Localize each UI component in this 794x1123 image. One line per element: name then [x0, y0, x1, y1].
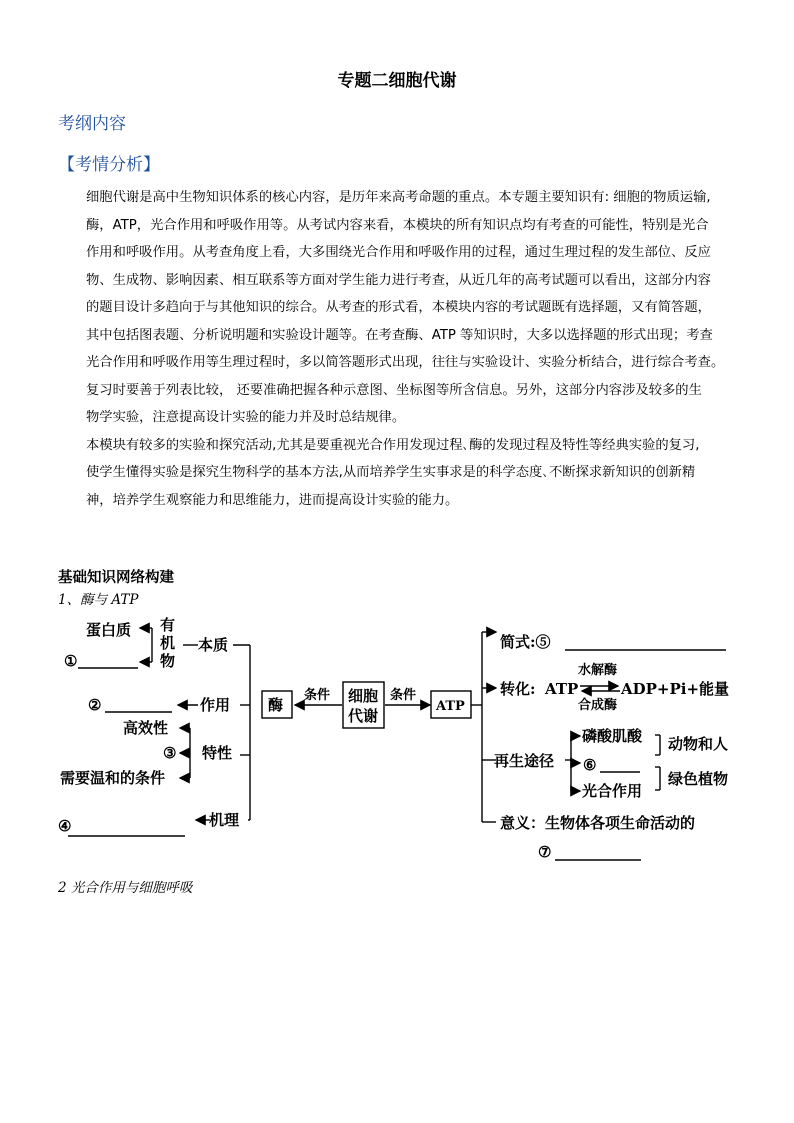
label-animals-humans: 动物和人: [668, 735, 729, 753]
label-mechanism: 机理: [209, 811, 240, 829]
label-function: 作用: [200, 696, 231, 714]
label-protein: 蛋白质: [86, 621, 132, 639]
paragraph-line: 的题目设计多趋向于与其他知识的综合。从考查的形式看，本模块内容的考试题既有选择题，又有简答题，: [86, 300, 711, 315]
enzyme-atp-diagram: [0, 610, 794, 870]
label-phosphocreatine: 磷酸肌酸: [582, 727, 643, 745]
blank-2: ②: [88, 696, 102, 714]
label-conversion: 转化:: [500, 680, 536, 698]
label-green-plants: 绿色植物: [668, 770, 729, 788]
paragraph-line: 神，培养学生观察能力和思维能力，进而提高设计实验的能力。: [86, 492, 459, 508]
label-properties: 特性: [202, 744, 233, 762]
blank-4: ④: [58, 817, 72, 835]
label-significance: 意义：生物体各项生命活动的: [500, 814, 696, 832]
label-cell-metabolism-1: 细胞: [348, 687, 379, 705]
label-hydrolase: 水解酶: [578, 663, 618, 678]
blank-7: ⑦: [538, 843, 552, 861]
paragraph-line: 酶，ATP，光合作用和呼吸作用等。从考试内容来看，本模块的所有知识点均有考查的可能性，特别是光合: [86, 217, 709, 233]
label-high-efficiency: 高效性: [123, 719, 169, 737]
label-regeneration: 再生途径: [494, 752, 555, 770]
label-brief-formula: 简式:⑤: [500, 633, 551, 651]
label-organic-2: 机: [160, 634, 176, 652]
label-condition-1: 条件: [304, 688, 331, 703]
label-enzyme: 酶: [268, 696, 284, 714]
subheading-enzyme-atp: 1、酶与 ATP: [58, 592, 139, 608]
paragraph-line: 作用和呼吸作用。从考查角度上看，大多围绕光合作用和呼吸作用的过程，通过生理过程的发生部位、反应: [86, 245, 711, 260]
blank-1: ①: [64, 652, 78, 670]
label-synthase: 合成酶: [578, 698, 618, 713]
label-condition-2: 条件: [390, 688, 417, 703]
label-organic-1: 有: [160, 616, 176, 634]
analysis-paragraph: [86, 184, 741, 514]
label-photosynthesis: 光合作用: [582, 782, 643, 800]
blank-3: ③: [163, 744, 177, 762]
subheading-photosynthesis-respiration: 2 光合作用与细胞呼吸: [58, 880, 193, 896]
paragraph-line: 细胞代谢是高中生物知识体系的核心内容，是历年来高考命题的重点。本专题主要知识有: 细胞的物质运输,: [86, 190, 711, 205]
network-heading: 基础知识网络构建: [58, 570, 174, 586]
paragraph-line: 物、生成物、影响因素、相互联系等方面对学生能力进行考查，从近几年的高考试题可以看出，这部分内容: [86, 272, 711, 288]
label-atp-conversion: ATP: [545, 680, 579, 698]
paragraph-line: 光合作用和呼吸作用等生理过程时，多以简答题形式出现，往往与实验设计、实验分析结合，进行综合考查。: [86, 355, 725, 370]
label-products: ADP+Pi+能量: [621, 680, 730, 698]
label-atp-box: ATP: [436, 699, 465, 714]
label-mild-conditions: 需要温和的条件: [60, 769, 166, 787]
paragraph-line: 复习时要善于列表比较， 还要准确把握各种示意图、坐标图等所含信息。另外，这部分内容涉及较多的生: [86, 382, 702, 398]
paragraph-line: 本模块有较多的实验和探究活动,尤其是要重视光合作用发现过程､酶的发现过程及特性等经典实验的复习,: [86, 437, 700, 453]
paragraph-line: 使学生懂得实验是探究生物科学的基本方法,从而培养学生实事求是的科学态度､不断探求新知识的创新精: [86, 465, 696, 480]
label-essence: 本质: [198, 636, 229, 654]
page-title: 专题二细胞代谢: [337, 71, 457, 91]
paragraph-line: 物学实验，注意提高设计实验的能力并及时总结规律。: [86, 410, 406, 425]
paragraph-line: 其中包括图表题、分析说明题和实验设计题等。在考查酶、ATP 等知识时，大多以选择题的形式出现；考查: [86, 327, 713, 343]
analysis-heading: 【考情分析】: [58, 155, 160, 175]
label-organic-3: 物: [160, 652, 176, 670]
blank-6: ⑥: [583, 756, 597, 774]
label-cell-metabolism-2: 代谢: [348, 707, 379, 725]
outline-heading: 考纲内容: [58, 114, 126, 134]
